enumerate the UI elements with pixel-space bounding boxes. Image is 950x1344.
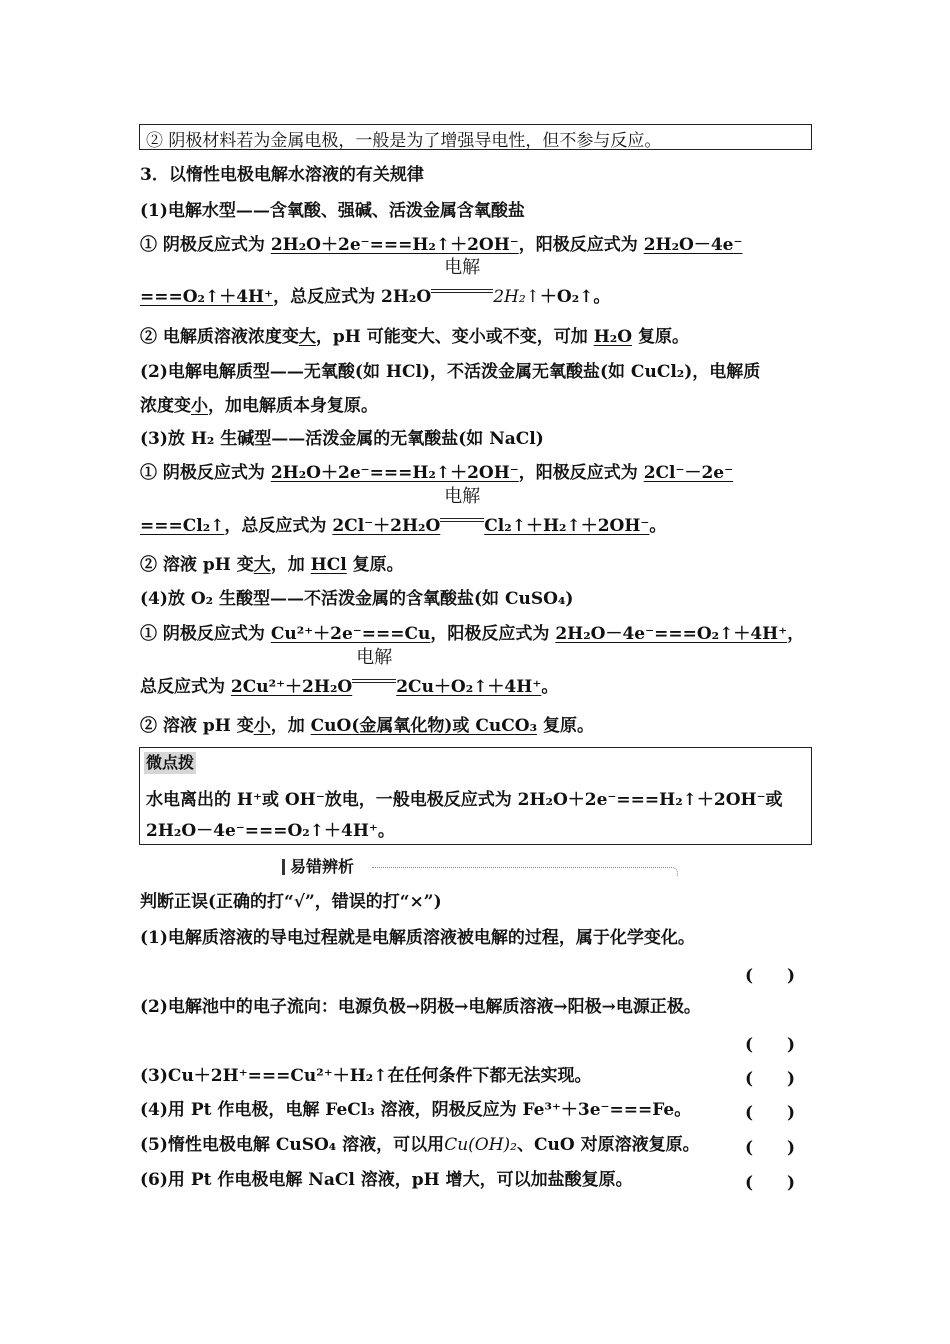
tip-line2: 2H₂O－4e⁻===O₂↑＋4H⁺。 — [146, 821, 395, 841]
s2-line1: (2)电解电解质型——无氧酸(如 HCl)，不活泼金属无氧酸盐(如 CuCl₂)，电解质 — [140, 362, 761, 382]
section-divider — [372, 867, 672, 868]
s1-line2: ===O₂↑＋4H⁺，总反应式为 2H₂O 电解 2H₂↑＋O₂↑。 — [140, 257, 611, 307]
section-header — [282, 856, 672, 878]
answer-blank-6[interactable]: ( ) — [745, 1173, 796, 1193]
judge-title: 判断正误(正确的打“√”，错误的打“×”) — [140, 892, 442, 912]
s1-title: (1)电解水型——含氧酸、强碱、活泼金属含氧酸盐 — [140, 201, 525, 221]
heading-3: 3．以惰性电极电解水溶液的有关规律 — [140, 165, 424, 185]
electrolysis-condition: 电解 — [431, 278, 493, 302]
section-title: 易错辨析 — [290, 857, 355, 876]
tip-box — [139, 747, 812, 845]
answer-blank-3[interactable]: ( ) — [745, 1069, 796, 1089]
note-box — [139, 124, 812, 150]
tip-line1: 水电离出的 H⁺或 OH⁻放电，一般电极反应式为 2H₂O＋2e⁻===H₂↑＋2OH⁻或 — [146, 790, 783, 810]
question-5: (5)惰性电极电解 CuSO₄ 溶液，可以用Cu(OH)₂、CuO 对原溶液复原。 — [140, 1135, 700, 1155]
s1-line3: ② 电解质溶液浓度变大，pH 可能变大、变小或不变，可加 H₂O 复原。 — [140, 327, 689, 347]
s2-line2: 浓度变小，加电解质本身复原。 — [140, 396, 378, 416]
s4-line3: ② 溶液 pH 变小，加 CuO(金属氧化物)或 CuCO₃ 复原。 — [140, 716, 594, 736]
section-marker — [282, 859, 285, 875]
electrolysis-condition: 电解 — [352, 668, 396, 692]
question-3: (3)Cu＋2H⁺===Cu²⁺＋H₂↑在任何条件下都无法实现。 — [140, 1066, 592, 1086]
s1-line1: ① 阴极反应式为 2H₂O＋2e⁻===H₂↑＋2OH⁻，阳极反应式为 2H₂O－4e⁻ — [140, 235, 743, 255]
answer-blank-4[interactable]: ( ) — [745, 1103, 796, 1123]
s3-line3: ② 溶液 pH 变大，加 HCl 复原。 — [140, 555, 404, 575]
answer-blank-5[interactable]: ( ) — [745, 1138, 796, 1158]
question-2: (2)电解池中的电子流向：电源负极→阴极→电解质溶液→阳极→电源正极。 — [140, 997, 701, 1017]
s3-line2: ===Cl₂↑，总反应式为 2Cl⁻＋2H₂O 电解 Cl₂↑＋H₂↑＋2OH⁻。 — [140, 486, 667, 536]
question-1: (1)电解质溶液的导电过程就是电解质溶液被电解的过程，属于化学变化。 — [140, 928, 695, 948]
s4-title: (4)放 O₂ 生酸型——不活泼金属的含氧酸盐(如 CuSO₄) — [140, 589, 574, 609]
note-text: ② 阴极材料若为金属电极，一般是为了增强导电性，但不参与反应。 — [146, 131, 662, 151]
question-4: (4)用 Pt 作电极，电解 FeCl₃ 溶液，阴极反应为 Fe³⁺＋3e⁻===Fe。 — [140, 1100, 692, 1120]
s4-line1: ① 阴极反应式为 Cu²⁺＋2e⁻===Cu，阳极反应式为 2H₂O－4e⁻===O₂↑＋4H⁺， — [140, 624, 805, 644]
tip-label: 微点拨 — [146, 753, 195, 772]
s3-title: (3)放 H₂ 生碱型——活泼金属的无氧酸盐(如 NaCl) — [140, 429, 544, 449]
electrolysis-condition: 电解 — [440, 507, 484, 531]
s3-line1: ① 阴极反应式为 2H₂O＋2e⁻===H₂↑＋2OH⁻，阳极反应式为 2Cl⁻－2e⁻ — [140, 463, 734, 483]
question-6: (6)用 Pt 作电极电解 NaCl 溶液，pH 增大，可以加盐酸复原。 — [140, 1170, 633, 1190]
answer-blank-1[interactable]: ( ) — [745, 966, 796, 986]
s4-line2: 总反应式为 2Cu²⁺＋2H₂O 电解 2Cu＋O₂↑＋4H⁺。 — [140, 647, 559, 697]
answer-blank-2[interactable]: ( ) — [745, 1035, 796, 1055]
